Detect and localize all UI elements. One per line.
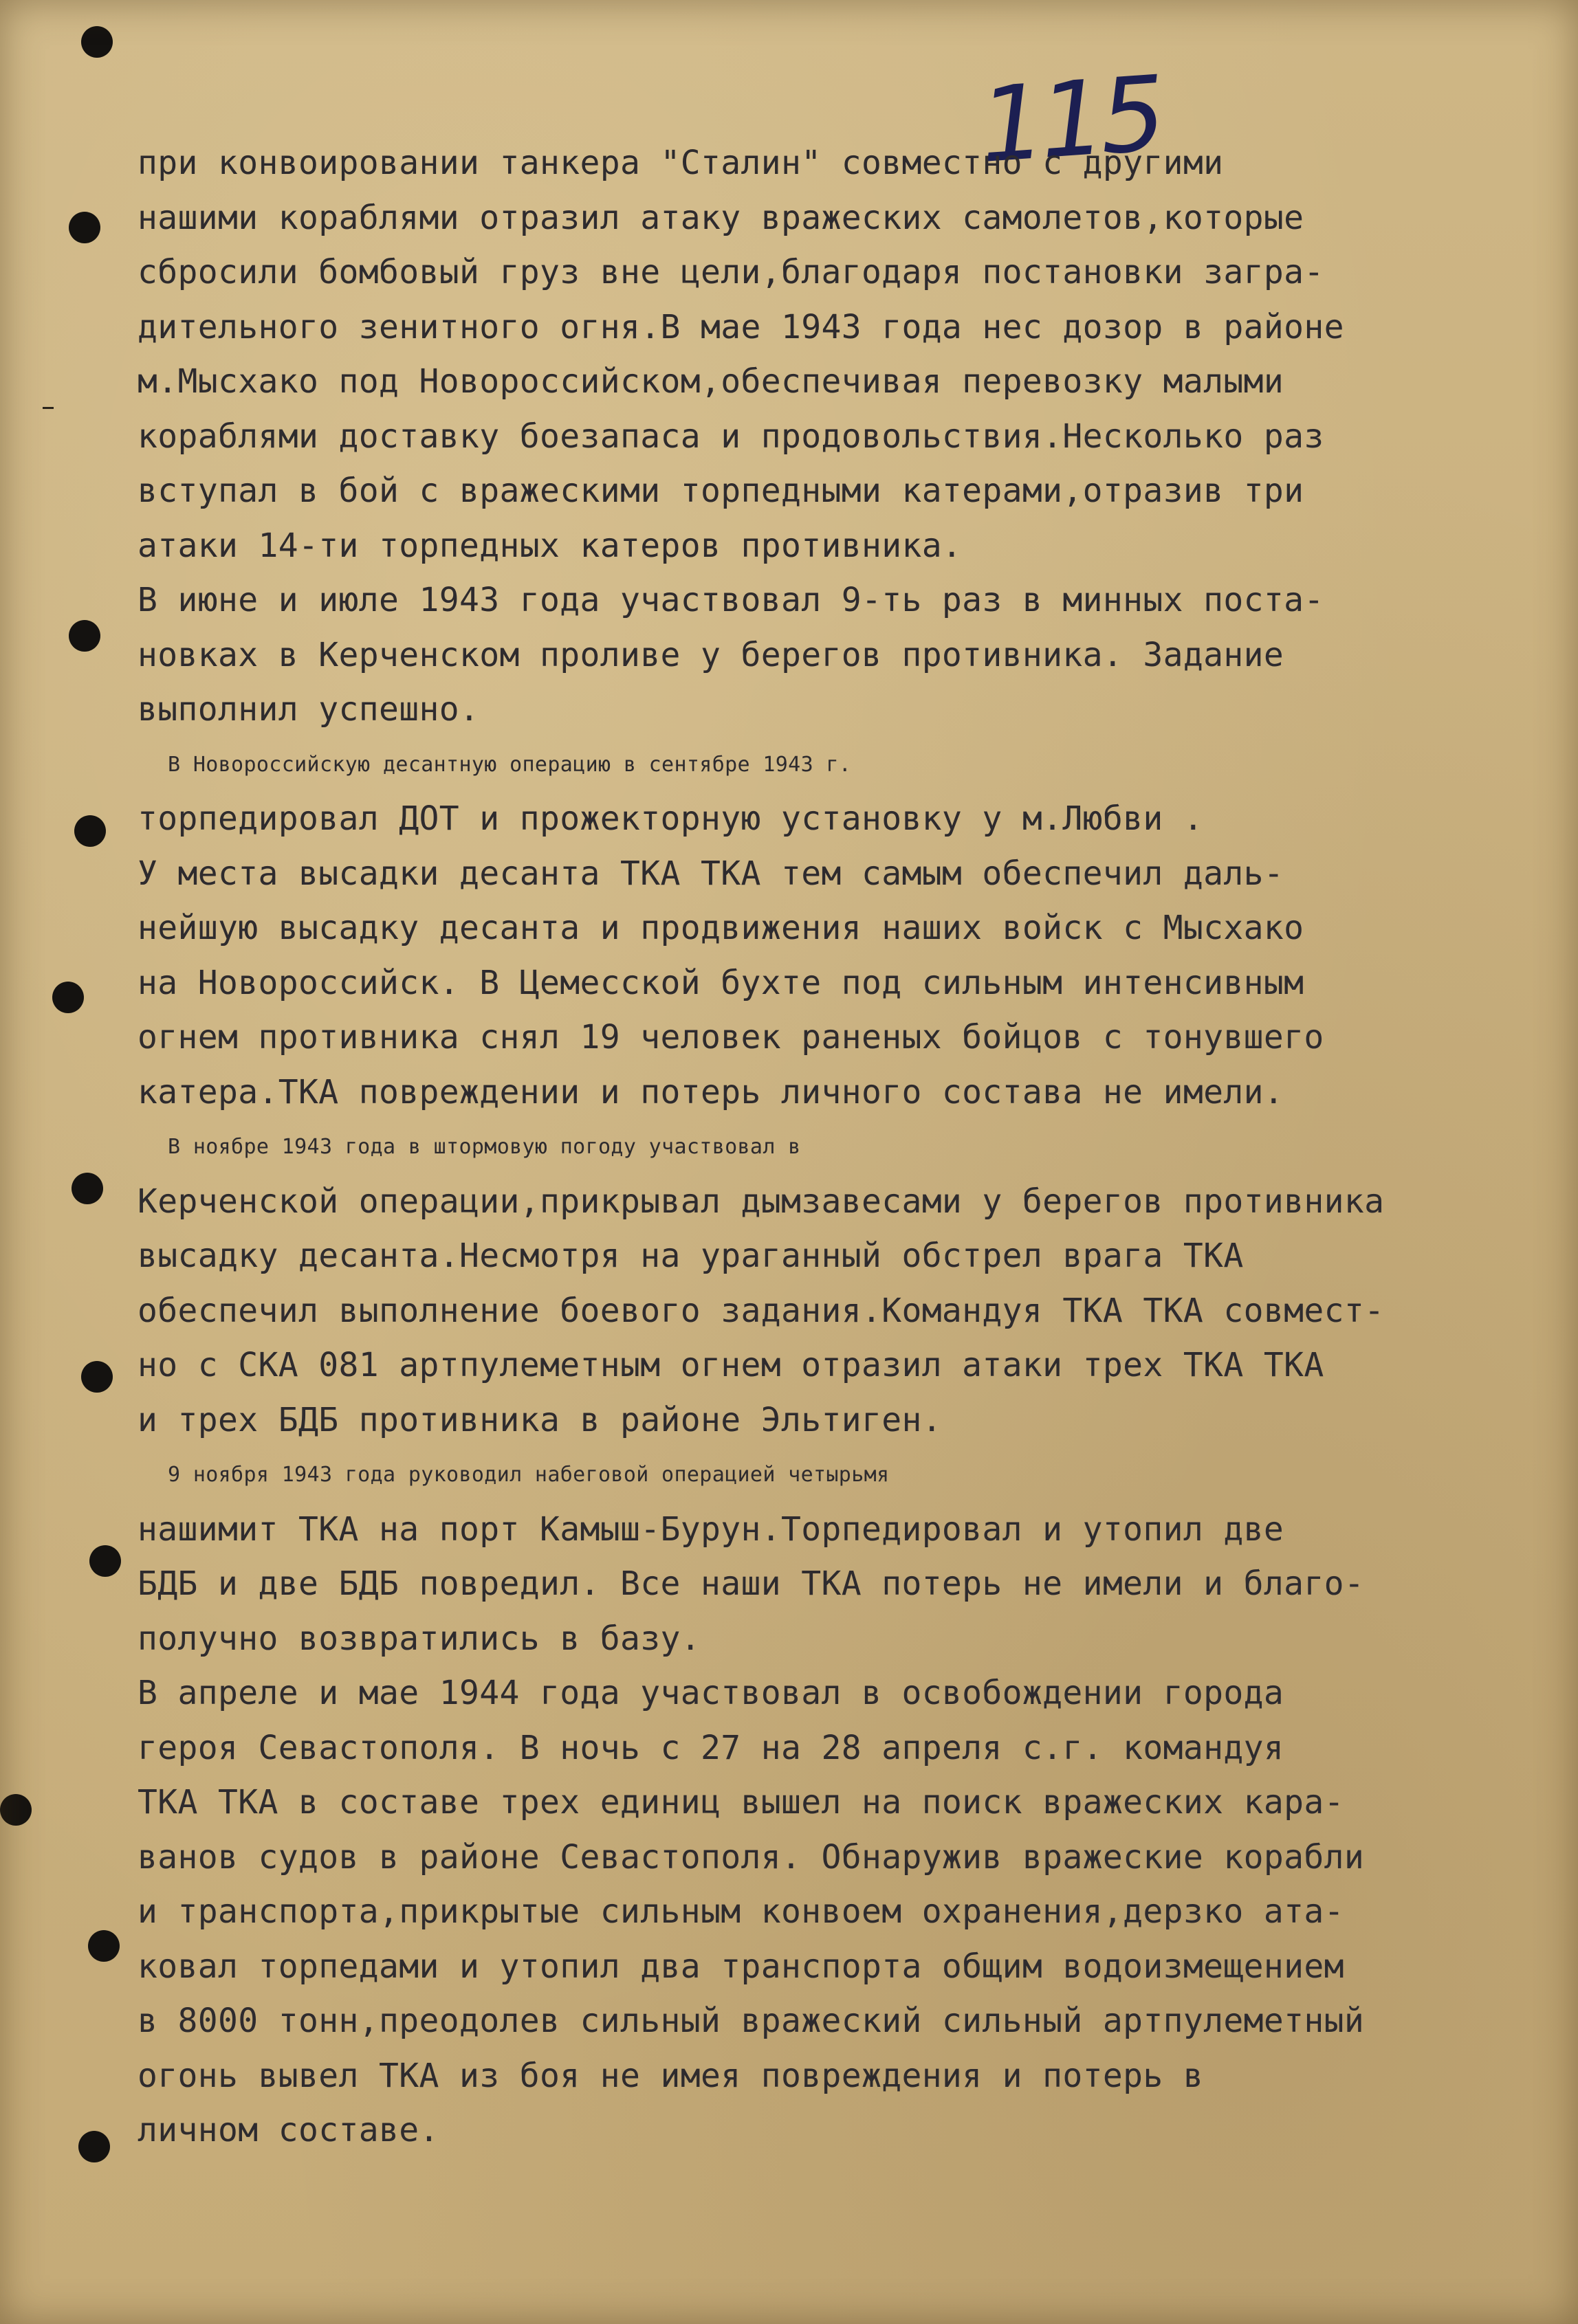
text-line: ванов судов в районе Севастополя. Обнаружив вражеские корабли — [138, 1837, 1365, 1877]
binder-hole — [81, 26, 113, 58]
text-line: У места высадки десанта ТКА ТКА тем самым обеспечил даль- — [138, 854, 1284, 893]
text-line: вступал в бой с вражескими торпедными катерами,отразив три — [138, 472, 1304, 510]
text-line: дительного зенитного огня.В мае 1943 года нес дозор в районе — [138, 307, 1344, 346]
edge-mark — [43, 407, 54, 409]
binder-hole — [81, 1361, 113, 1393]
text-line: нашимит ТКА на порт Камыш-Бурун.Торпедировал и утопил две — [138, 1509, 1284, 1549]
text-line: на Новороссийск. В Цемесской бухте под сильным интенсивным — [138, 963, 1304, 1002]
text-line: и трех БДБ противника в районе Эльтиген. — [138, 1400, 942, 1439]
text-line: В июне и июле 1943 года участвовал 9-ть раз в минных поста- — [138, 581, 1324, 619]
text-line: обеспечил выполнение боевого задания.Командуя ТКА ТКА совмест- — [138, 1291, 1385, 1330]
text-line: БДБ и две БДБ повредил. Все наши ТКА потерь не имели и благо- — [138, 1564, 1365, 1603]
binder-hole — [0, 1794, 32, 1826]
text-line: сбросили бомбовый груз вне цели,благодаря постановки загра- — [138, 253, 1324, 291]
text-line: В Новороссийскую десантную операцию в сентябре 1943 г. — [168, 752, 852, 777]
text-line: кораблями доставку боезапаса и продовольствия.Несколько раз — [138, 417, 1324, 456]
binder-hole — [78, 2131, 110, 2162]
text-line: героя Севастополя. В ночь с 27 на 28 апреля с.г. командуя — [138, 1728, 1284, 1767]
binder-hole — [72, 1173, 103, 1204]
binder-hole — [88, 1930, 120, 1962]
text-line: новках в Керченском проливе у берегов противника. Задание — [138, 635, 1284, 674]
text-line: Керченской операции,прикрывал дымзавесами у берегов противника — [138, 1182, 1385, 1221]
typed-text-body — [138, 136, 1554, 2158]
text-line: но с СКА 081 артпулеметным огнем отразил атаки трех ТКА ТКА — [138, 1346, 1324, 1384]
binder-hole — [69, 620, 100, 652]
text-line: В ноябре 1943 года в штормовую погоду участвовал в — [168, 1135, 801, 1159]
text-line: личном составе. — [138, 2111, 439, 2149]
text-line: огонь вывел ТКА из боя не имея повреждения и потерь в — [138, 2056, 1204, 2095]
text-line: м.Мысхако под Новороссийском,обеспечивая перевозку малыми — [138, 362, 1284, 401]
text-line: при конвоировании танкера "Сталин" совместно с другими — [138, 144, 1224, 182]
text-line: торпедировал ДОТ и прожекторную установку у м.Любви . — [138, 799, 1204, 838]
text-line: высадку десанта.Несмотря на ураганный обстрел врага ТКА — [138, 1237, 1244, 1275]
text-line: ковал торпедами и утопил два транспорта общим водоизмещением — [138, 1947, 1344, 1986]
text-line: ТКА ТКА в составе трех единиц вышел на поиск вражеских кара- — [138, 1783, 1344, 1822]
text-line: катера.ТКА повреждении и потерь личного состава не имели. — [138, 1072, 1284, 1111]
binder-hole — [74, 815, 106, 847]
text-line: получно возвратились в базу. — [138, 1619, 701, 1658]
binder-hole — [69, 212, 100, 243]
text-line: атаки 14-ти торпедных катеров противника. — [138, 526, 963, 565]
text-line: 9 ноября 1943 года руководил набеговой операцией четырьмя — [168, 1463, 890, 1487]
text-line: в 8000 тонн,преодолев сильный вражеский сильный артпулеметный — [138, 2002, 1365, 2040]
binder-hole — [52, 982, 84, 1013]
text-line: выполнил успешно. — [138, 690, 480, 729]
folio-number: 115 — [976, 54, 1165, 186]
text-line: нейшую высадку десанта и продвижения наших войск с Мысхако — [138, 909, 1304, 947]
text-line: огнем противника снял 19 человек раненых бойцов с тонувшего — [138, 1018, 1324, 1056]
binder-hole — [89, 1545, 121, 1577]
text-line: и транспорта,прикрытые сильным конвоем охранения,дерзко ата- — [138, 1892, 1344, 1931]
text-line: В апреле и мае 1944 года участвовал в освобождении города — [138, 1674, 1284, 1712]
text-line: нашими кораблями отразил атаку вражеских самолетов,которые — [138, 198, 1304, 237]
